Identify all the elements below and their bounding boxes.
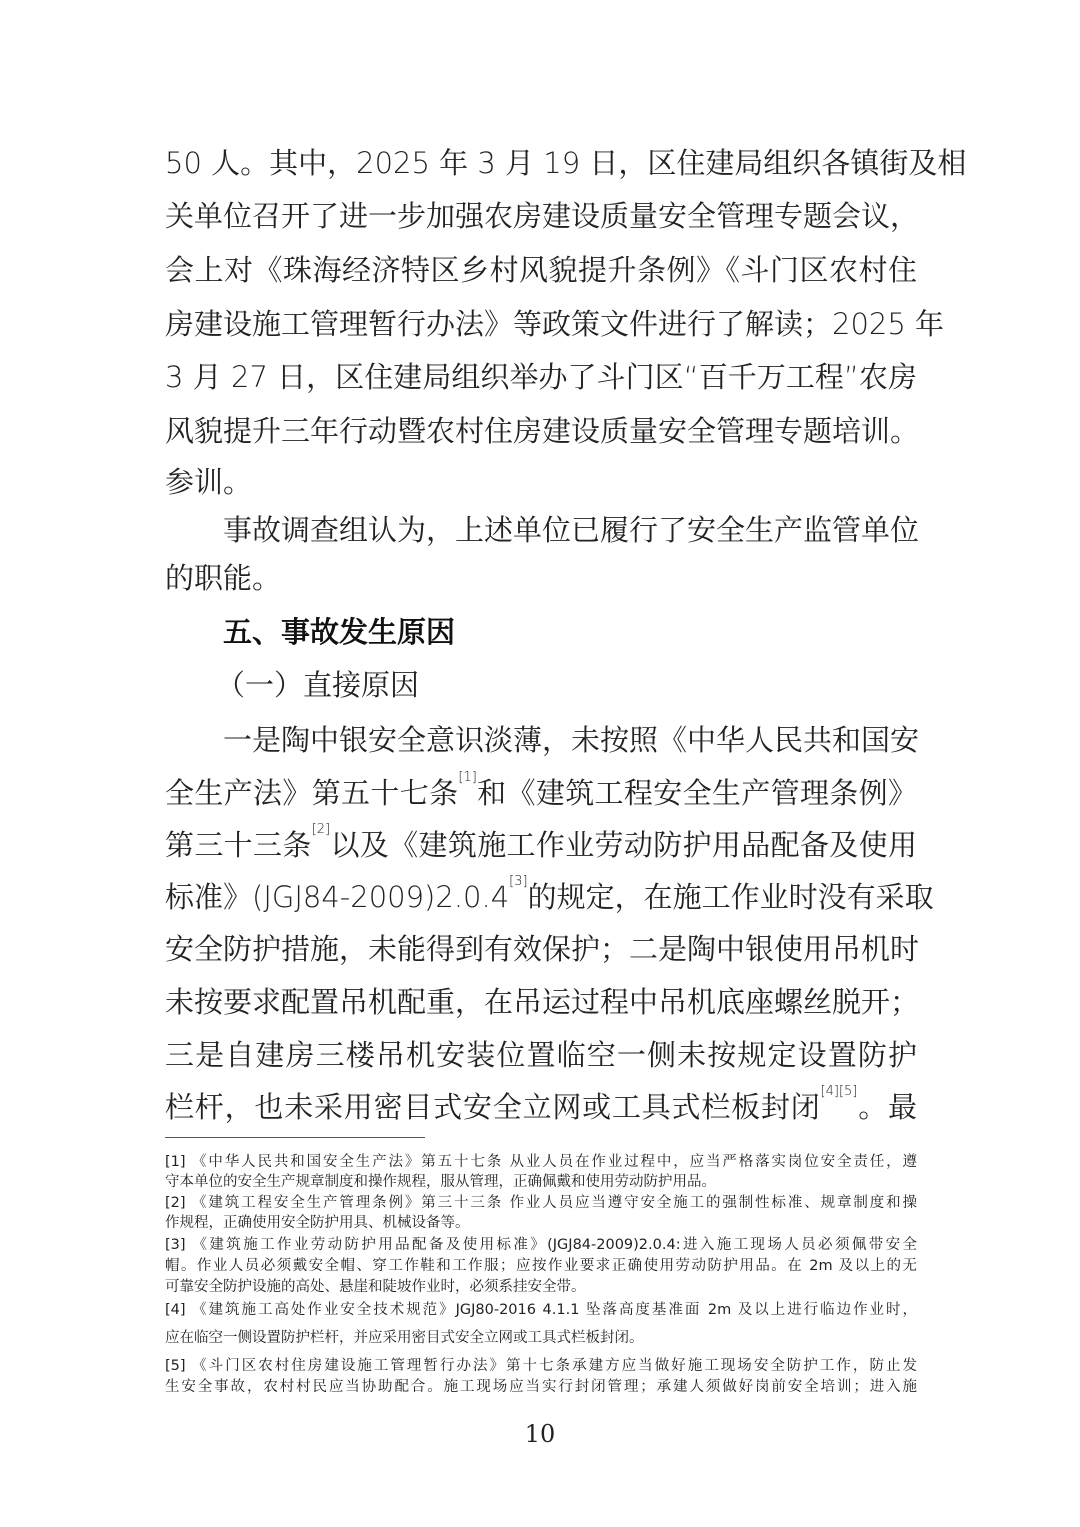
body-line: 风貌提升三年行动暨农村住房建设质量安全管理专题培训。 [165, 414, 920, 448]
footnote-3-line: [3] 《建筑施工作业劳动防护用品配备及使用标准》(JGJ84-2009)2.0.4:进入施工现场人员必须佩带安全 [165, 1237, 917, 1253]
footnote-3-line: 帽。作业人员必须戴安全帽、穿工作鞋和工作服；应按作业要求正确使用劳动防护用品。在 2m 及以上的无 [165, 1258, 917, 1274]
body-text: 标准》(JGJ84-2009)2.0.4 [165, 880, 510, 914]
body-text: 全生产法》第五十七条 [165, 776, 459, 810]
footnote-separator [165, 1137, 425, 1138]
footnote-5-line: 生安全事故，农村村民应当协助配合。施工现场应当实行封闭管理；承建人须做好岗前安全培训；进入施 [165, 1379, 917, 1395]
footnote-ref[interactable]: [2] [311, 822, 331, 837]
footnote-5-line: [5] 《斗门区农村住房建设施工管理暂行办法》第十七条承建方应当做好施工现场安全防护工作，防止发 [165, 1358, 917, 1374]
body-line: 安全防护措施，未能得到有效保护；二是陶中银使用吊机时 [165, 932, 920, 966]
body-text: 的规定，在施工作业时没有采取 [527, 880, 934, 914]
body-line: 参训。 [165, 465, 253, 499]
footnote-2-line: 作规程，正确使用安全防护用具、机械设备等。 [165, 1215, 470, 1231]
body-line: 一是陶中银安全意识淡薄，未按照《中华人民共和国安 [223, 723, 920, 757]
body-line: 未按要求配置吊机配重，在吊运过程中吊机底座螺丝脱开； [165, 985, 920, 1019]
footnote-3-line: 可靠安全防护设施的高处、悬崖和陡坡作业时，必须系挂安全带。 [165, 1279, 586, 1295]
body-line: 三是自建房三楼吊机安装位置临空一侧未按规定设置防护 [165, 1038, 917, 1072]
footnote-1-line: 守本单位的安全生产规章制度和操作规程，服从管理，正确佩戴和使用劳动防护用品。 [165, 1174, 716, 1190]
footnote-ref[interactable]: [1] [458, 770, 477, 785]
footnote-1-line: [1] 《中华人民共和国安全生产法》第五十七条 从业人员在作业过程中，应当严格落实岗位安全责任，遵 [165, 1154, 917, 1170]
body-line: 房建设施工管理暂行办法》等政策文件进行了解读；2025 年 [165, 307, 945, 341]
body-line: 关单位召开了进一步加强农房建设质量安全管理专题会议， [165, 199, 920, 233]
body-text: 第三十三条 [165, 828, 312, 862]
body-line: 会上对《珠海经济特区乡村风貌提升条例》《斗门区农村住 [165, 253, 917, 287]
footnote-4-line: [4] 《建筑施工高处作业安全技术规范》JGJ80-2016 4.1.1 坠落高度基准面 2m 及以上进行临边作业时， [165, 1302, 917, 1318]
body-text: 以及《建筑施工作业劳动防护用品配备及使用 [330, 828, 917, 862]
body-line [165, 823, 917, 867]
body-line [165, 771, 917, 815]
footnote-ref[interactable]: [3] [509, 874, 528, 889]
body-line [165, 1085, 917, 1129]
body-text: 和《建筑工程安全生产管理条例》 [476, 776, 917, 810]
subsection-heading: （一）直接原因 [216, 668, 420, 702]
section-heading: 五、事故发生原因 [223, 615, 456, 649]
body-line: 事故调查组认为，上述单位已履行了安全生产监管单位 [223, 513, 920, 547]
footnote-4-line: 应在临空一侧设置防护栏杆，并应采用密目式安全立网或工具式栏板封闭。 [165, 1330, 644, 1346]
body-line: 的职能。 [165, 561, 282, 595]
body-line [165, 874, 934, 919]
page-number: 10 [524, 1420, 556, 1448]
body-line: 50 人。其中，2025 年 3 月 19 日，区住建局组织各镇街及相 [165, 146, 967, 180]
footnote-2-line: [2] 《建筑工程安全生产管理条例》第三十三条 作业人员应当遵守安全施工的强制性标准、规章制度和操 [165, 1195, 917, 1211]
body-line: 3 月 27 日，区住建局组织举办了斗门区“百千万工程”农房 [165, 360, 917, 394]
body-text: 。最 [857, 1090, 917, 1124]
footnote-ref[interactable]: [4][5] [820, 1084, 858, 1099]
body-text: 栏杆，也未采用密目式安全立网或工具式栏板封闭 [165, 1090, 821, 1124]
